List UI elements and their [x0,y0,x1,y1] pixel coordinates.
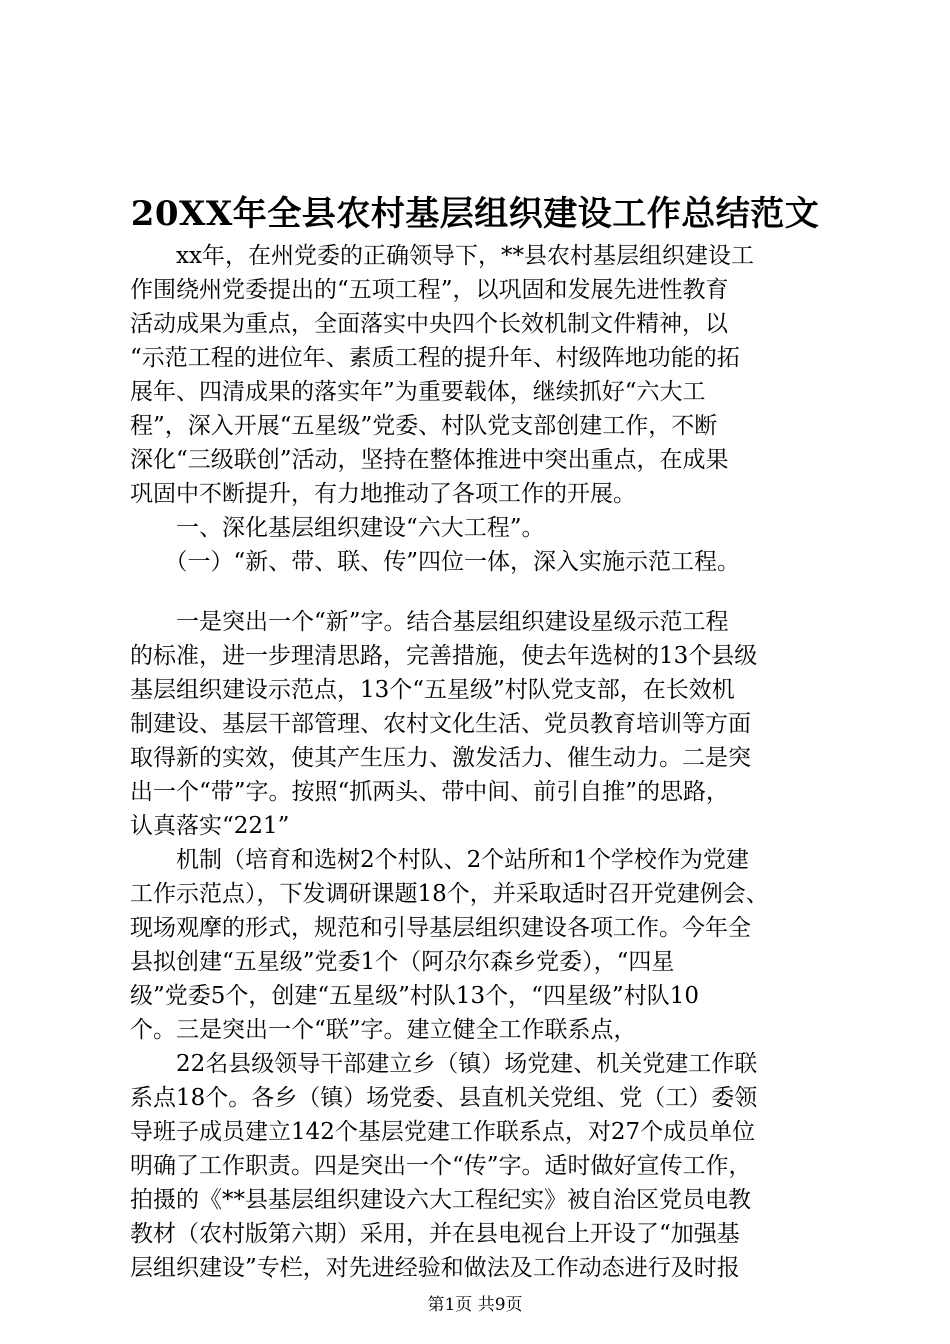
body-line: 活动成果为重点，全面落实中央四个长效机制文件精神，以 [130,311,728,337]
body-line: 的标准，进一步理清思路，完善措施，使去年选树的13个县级 [130,643,758,669]
body-line: 程”，深入开展“五星级”党委、村队党支部创建工作，不断 [130,413,718,439]
body-line: 系点18个。各乡（镇）场党委、县直机关党组、党（工）委领 [130,1085,758,1111]
body-line: 导班子成员建立142个基层党建工作联系点，对27个成员单位 [130,1119,756,1145]
body-line: 取得新的实效，使其产生压力、激发活力、催生动力。二是突 [130,745,751,771]
body-line: 层组织建设”专栏，对先进经验和做法及工作动态进行及时报 [130,1255,740,1281]
body-line: 明确了工作职责。四是突出一个“传”字。适时做好宣传工作， [130,1153,752,1179]
body-line: 制建设、基层干部管理、农村文化生活、党员教育培训等方面 [130,711,751,737]
body-line: 现场观摩的形式，规范和引导基层组织建设各项工作。今年全 [130,915,751,941]
body-line: 基层组织建设示范点，13个“五星级”村队党支部，在长效机 [130,677,735,703]
body-line: 拍摄的《**县基层组织建设六大工程纪实》被自治区党员电教 [130,1187,751,1213]
page-number: 第1页 共9页 [427,1295,523,1315]
body-line: 县拟创建“五星级”党委1个（阿尕尔森乡党委），“四星 [130,949,675,975]
body-line: 出一个“带”字。按照“抓两头、带中间、前引自推”的思路， [130,779,730,805]
body-line: xx年，在州党委的正确领导下，**县农村基层组织建设工 [130,243,754,269]
body-line: 个。三是突出一个“联”字。建立健全工作联系点， [130,1017,637,1043]
body-line: 展年、四清成果的落实年”为重要载体，继续抓好“六大工 [130,379,706,405]
body-line: 一是突出一个“新”字。结合基层组织建设星级示范工程 [130,609,729,635]
body-line: 机制（培育和选树2个村队、2个站所和1个学校作为党建 [130,847,749,873]
body-line: 教材（农村版第六期）采用，并在县电视台上开设了“加强基 [130,1221,740,1247]
subsection-heading: （一）“新、带、联、传”四位一体，深入实施示范工程。 [130,549,741,575]
body-line: 巩固中不断提升，有力地推动了各项工作的开展。 [130,481,636,507]
body-line: 深化“三级联创”活动，坚持在整体推进中突出重点，在成果 [130,447,729,473]
body-line: 22名县级领导干部建立乡（镇）场党建、机关党建工作联 [130,1051,758,1077]
body-line: 级”党委5个，创建“五星级”村队13个，“四星级”村队10 [130,983,699,1009]
body-line: “示范工程的进位年、素质工程的提升年、村级阵地功能的拓 [130,345,740,371]
body-line: 认真落实“221” [130,813,290,839]
document-title: 20XX年全县农村基层组织建设工作总结范文 [130,194,820,234]
section-heading: 一、深化基层组织建设“六大工程”。 [130,515,545,541]
body-line: 工作示范点），下发调研课题18个，并采取适时召开党建例会、 [130,881,769,907]
body-line: 作围绕州党委提出的“五项工程”，以巩固和发展先进性教育 [130,277,729,303]
